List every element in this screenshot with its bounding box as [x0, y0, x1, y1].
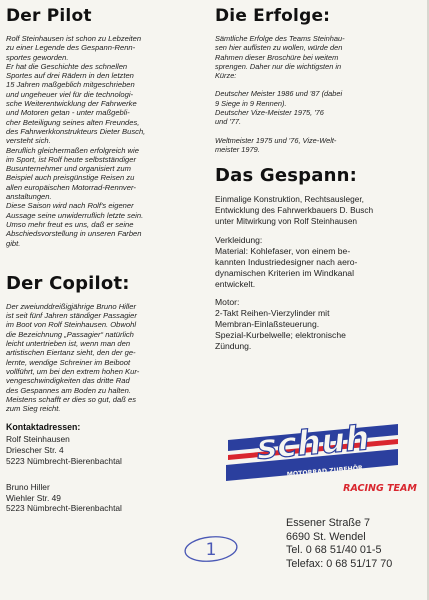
erfolge-national-titles: Deutscher Meister 1986 und '87 (dabei 9 Siege in 9 Rennen). Deutscher Vize-Meister 1975, '76 und '77. [215, 89, 343, 127]
schuh-racing-team-logo [222, 418, 417, 494]
handwritten-number-stamp [182, 534, 240, 564]
contacts-heading: Kontaktadressen: [6, 422, 81, 433]
left-column [6, 6, 202, 514]
logo-graphic [222, 418, 417, 494]
logo-registered-mark: ® [389, 424, 397, 433]
gespann-motor: Motor: 2-Takt Reihen-Vierzylinder mit Membran-Einlaßsteuerung. Spezial-Kurbelwelle; elektronische Zündung. [215, 297, 346, 352]
gespann-verkleidung: Verkleidung: Material: Kohlefaser, von einem be- kannten Industriedesigner nach aero- dynamischen Kriterien im Windkanal entwickelt. [215, 235, 358, 290]
pilot-heading: Der Pilot [6, 6, 92, 26]
right-column [215, 6, 423, 352]
pilot-text: Rolf Steinhausen ist schon zu Lebzeiten zu einer Legende des Gespann-Renn- sportes geworden. Er hat die Geschichte des schnellen Sportes auf drei Rädern in den letzten 15 Jahren maßgeblich mitgeschrieben und ungeheuer viel für die technologi- sche Weiterentwicklung der Fahrwerke und Motoren getan - unter maßgebli- cher Beteiligung seines alten Freundes, des Fahrwerkkonstrukteurs Dieter Busch, versteht sich. Beruflich gleichermaßen erfolgreich wie im Sport, ist Rolf heute selbstständiger Busunternehmer und organisiert zum Beispiel auch preisgünstige Reisen zu allen europäischen Motorrad-Rennver- anstaltungen. Diese Saison wird nach Rolf's eigener Aussage seine unwiderruflich letzte sein. Umso mehr freut es uns, daß er seine Abschiedsvorstellung in unseren Farben gibt. [6, 34, 146, 248]
stamp-circle [182, 534, 240, 564]
company-address: Essener Straße 7 6690 St. Wendel Tel. 0 68 51/40 01-5 Telefax: 0 68 51/17 70 [286, 517, 393, 570]
logo-brand-text: schuh [255, 418, 372, 468]
logo-team-text: RACING TEAM [343, 483, 417, 494]
logo-tagline: MOTORRAD ZUBEHÖR [286, 464, 364, 479]
gespann-heading: Das Gespann: [215, 165, 358, 187]
erfolge-heading: Die Erfolge: [215, 6, 331, 26]
erfolge-intro: Sämtliche Erfolge des Teams Steinhau- sen hier auflisten zu wollen, würde den Rahmen dieser Broschüre bei weitem sprengen. Daher nur die wichtigsten in Kürze: [215, 34, 345, 81]
contact-address-copilot: Bruno Hiller Wiehler Str. 49 5223 Nümbrecht-Bierenbachtal [6, 482, 122, 514]
stamp-number: 1 [205, 540, 217, 560]
erfolge-world-titles: Weltmeister 1975 und '76, Vize-Welt- meister 1979. [215, 135, 337, 154]
copilot-heading: Der Copilot: [6, 272, 130, 294]
gespann-intro: Einmalige Konstruktion, Rechtsausleger, Entwicklung des Fahrwerkbauers D. Busch unter Mitwirkung von Rolf Steinhausen [215, 194, 374, 227]
contact-address-pilot: Rolf Steinhausen Driescher Str. 4 5223 Nümbrecht-Bierenbachtal [6, 434, 122, 466]
copilot-text: Der zweiunddreißigjährige Bruno Hiller ist seit fünf Jahren ständiger Passagier im Boot von Rolf Steinhausen. Obwohl die Bezeichnung „Passagier“ natürlich leicht untertrieben ist, wenn man den artistischen Eiertanz sieht, den der ge- lernte, wendige Schreiner im Beiboot vollführt, um bei den extrem hohen Kur- vengeschwindigkeiten das dritte Rad des Gespannes am Boden zu halten. Meistens schafft er dies so gut, daß es zum Sieg reicht. [6, 301, 140, 414]
